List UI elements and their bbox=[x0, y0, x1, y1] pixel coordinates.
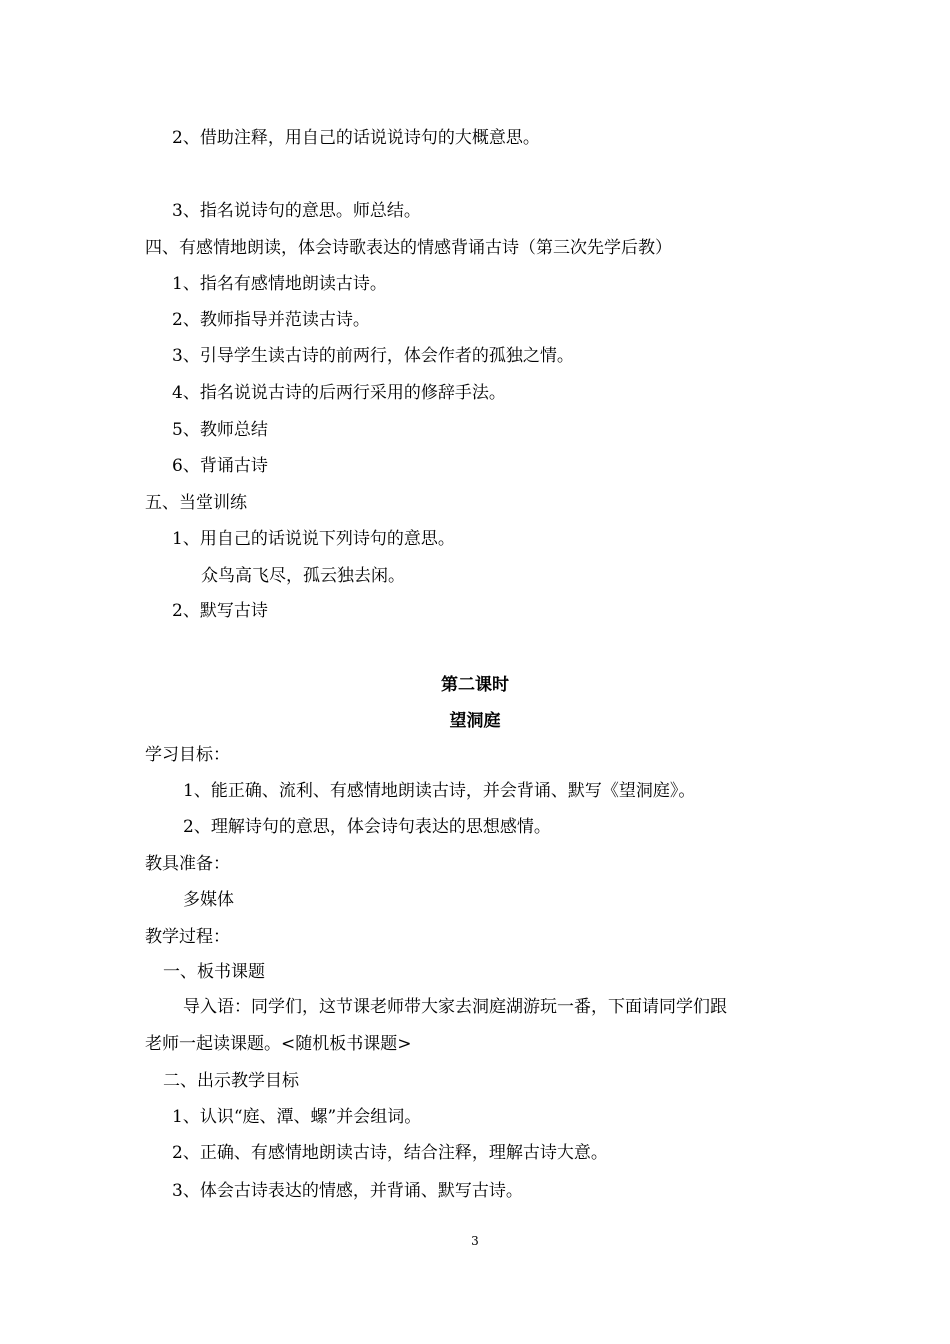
intro-paragraph-line-1: 导入语：同学们，这节课老师带大家去洞庭湖游玩一番，下面请同学们跟 bbox=[183, 997, 727, 1017]
lesson-title: 第二课时 bbox=[441, 675, 509, 695]
list-item: 1、用自己的话说说下列诗句的意思。 bbox=[172, 529, 455, 549]
step-item-2: 2、借助注释，用自己的话说说诗句的大概意思。 bbox=[172, 128, 540, 148]
step-one-heading: 一、板书课题 bbox=[163, 962, 265, 982]
list-item: 4、指名说说古诗的后两行采用的修辞手法。 bbox=[172, 383, 506, 403]
tools-value: 多媒体 bbox=[183, 890, 234, 910]
objective-item: 1、认识“庭、潭、螺”并会组词。 bbox=[172, 1107, 422, 1127]
list-item: 5、教师总结 bbox=[172, 420, 268, 440]
objective-item: 3、体会古诗表达的情感，并背诵、默写古诗。 bbox=[172, 1181, 523, 1201]
page-number: 3 bbox=[471, 1234, 479, 1248]
poem-title: 望洞庭 bbox=[449, 711, 501, 731]
list-item: 3、引导学生读古诗的前两行，体会作者的孤独之情。 bbox=[172, 346, 574, 366]
list-item: 2、默写古诗 bbox=[172, 601, 268, 621]
section-five-heading: 五、当堂训练 bbox=[145, 493, 247, 513]
goals-label: 学习目标： bbox=[145, 745, 230, 765]
poem-line: 众鸟高飞尽，孤云独去闲。 bbox=[201, 566, 405, 586]
process-label: 教学过程： bbox=[145, 927, 230, 947]
objective-item: 2、正确、有感情地朗读古诗，结合注释，理解古诗大意。 bbox=[172, 1143, 608, 1163]
goal-item: 1、能正确、流利、有感情地朗读古诗，并会背诵、默写《望洞庭》。 bbox=[183, 781, 696, 801]
section-four-heading: 四、有感情地朗读，体会诗歌表达的情感背诵古诗（第三次先学后教） bbox=[145, 238, 672, 258]
list-item: 2、教师指导并范读古诗。 bbox=[172, 310, 370, 330]
list-item: 1、指名有感情地朗读古诗。 bbox=[172, 274, 387, 294]
list-item: 6、背诵古诗 bbox=[172, 456, 268, 476]
goal-item: 2、理解诗句的意思，体会诗句表达的思想感情。 bbox=[183, 817, 551, 837]
intro-paragraph-line-2: 老师一起读课题。<随机板书课题> bbox=[145, 1034, 412, 1054]
step-item-3: 3、指名说诗句的意思。师总结。 bbox=[172, 201, 421, 221]
tools-label: 教具准备： bbox=[145, 854, 230, 874]
step-two-heading: 二、出示教学目标 bbox=[163, 1071, 299, 1091]
